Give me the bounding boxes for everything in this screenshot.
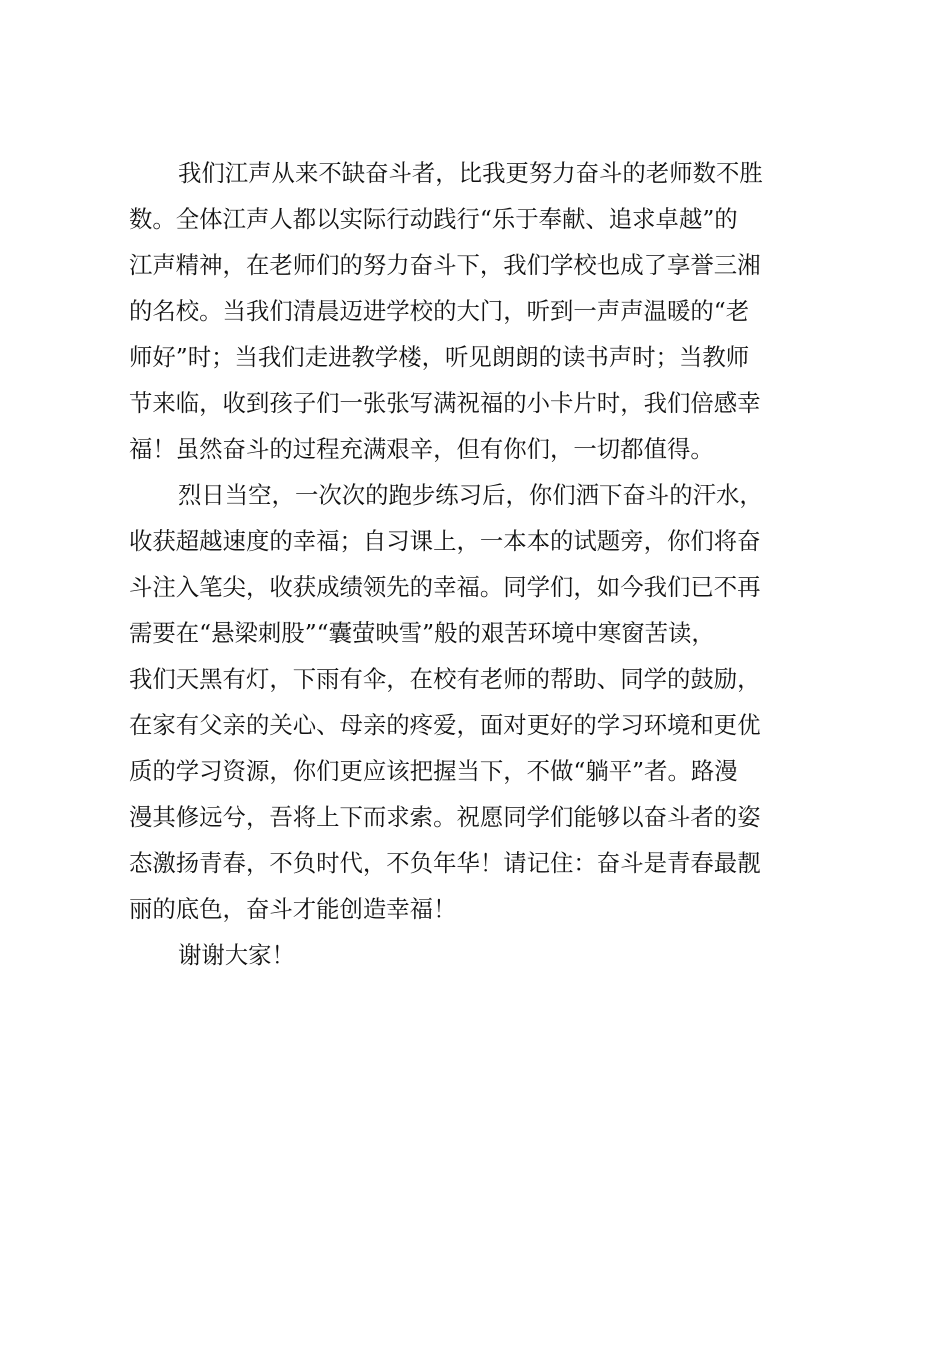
paragraph-line: 我们天黑有灯，下雨有伞，在校有老师的帮助、同学的鼓励， (129, 665, 761, 693)
paragraph-line: 质的学习资源，你们更应该把握当下，不做“躺平”者。路漫 (129, 757, 738, 785)
paragraph-line: 节来临，收到孩子们一张张写满祝福的小卡片时，我们倍感幸 (129, 389, 761, 417)
paragraph-line: 我们江声从来不缺奋斗者，比我更努力奋斗的老师数不胜 (178, 159, 763, 187)
paragraph-line: 丽的底色，奋斗才能创造幸福！ (129, 895, 457, 923)
paragraph-line: 烈日当空，一次次的跑步练习后，你们洒下奋斗的汗水， (178, 481, 763, 509)
paragraph-line: 斗注入笔尖，收获成绩领先的幸福。同学们，如今我们已不再 (129, 573, 761, 601)
paragraph-line: 态激扬青春，不负时代，不负年华！请记住：奋斗是青春最靓 (129, 849, 761, 877)
paragraph-3 (129, 932, 821, 978)
paragraph-line: 的名校。当我们清晨迈进学校的大门，听到一声声温暖的“老 (129, 297, 750, 325)
paragraph-line: 需要在“悬梁刺股”“囊萤映雪”般的艰苦环境中寒窗苦读， (129, 619, 715, 647)
paragraph-line: 漫其修远兮，吾将上下而求索。祝愿同学们能够以奋斗者的姿 (129, 803, 761, 831)
paragraph-2 (129, 472, 821, 932)
paragraph-line: 数。全体江声人都以实际行动践行“乐于奉献、追求卓越”的 (129, 205, 738, 233)
paragraph-1 (129, 150, 821, 472)
paragraph-line: 在家有父亲的关心、母亲的疼爱，面对更好的学习环境和更优 (129, 711, 761, 739)
paragraph-line: 收获超越速度的幸福；自习课上，一本本的试题旁，你们将奋 (129, 527, 761, 555)
document-body (129, 150, 821, 978)
paragraph-line: 福！虽然奋斗的过程充满艰辛，但有你们，一切都值得。 (129, 435, 714, 463)
paragraph-line: 师好”时；当我们走进教学楼，听见朗朗的读书声时；当教师 (129, 343, 750, 371)
closing-line: 谢谢大家！ (178, 941, 295, 969)
paragraph-line: 江声精神，在老师们的努力奋斗下，我们学校也成了享誉三湘 (129, 251, 761, 279)
